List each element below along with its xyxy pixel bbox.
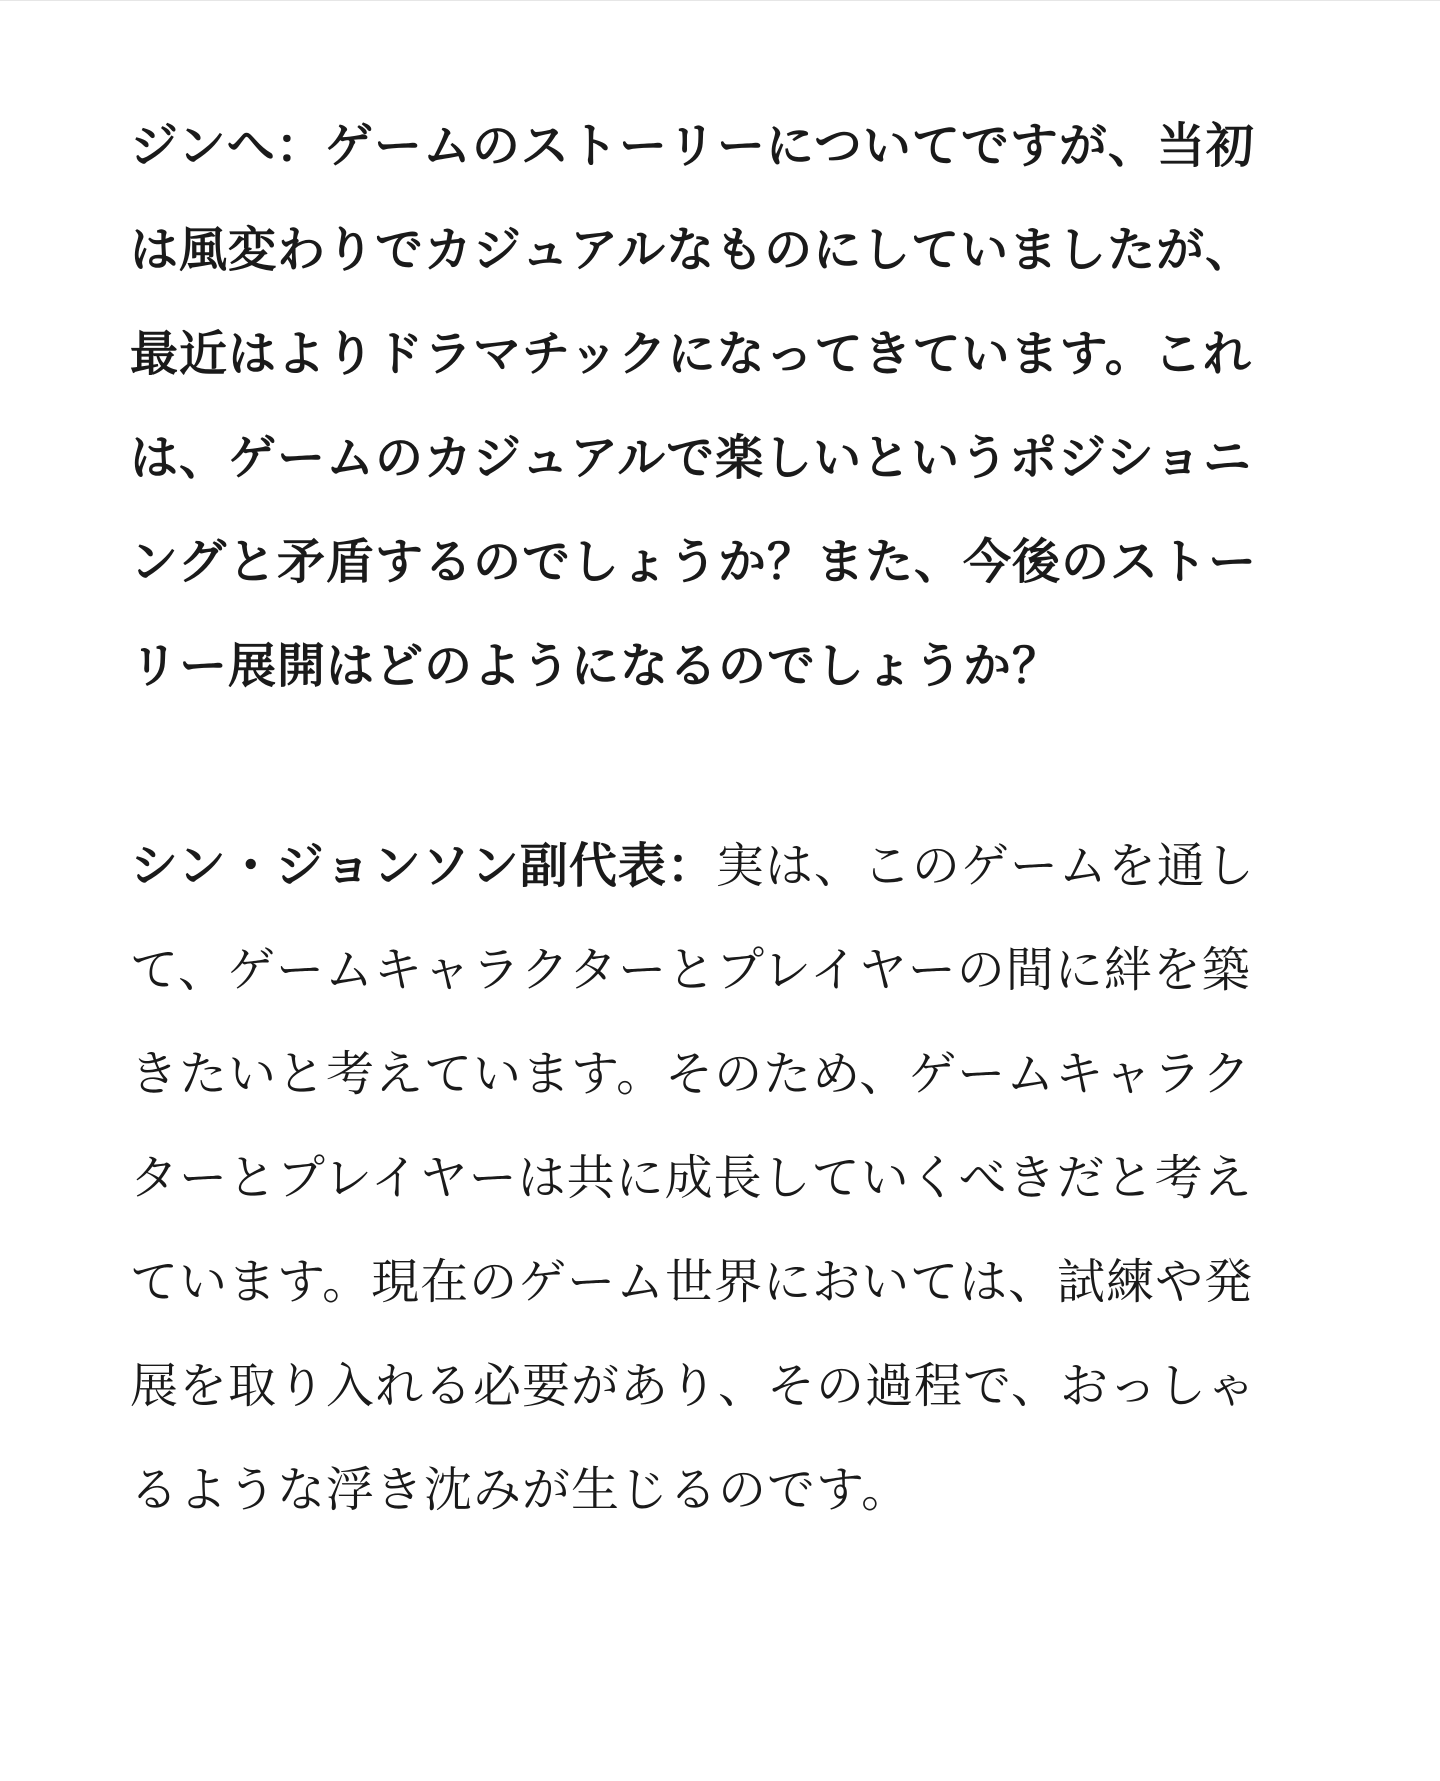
interview-article bbox=[130, 94, 1270, 1542]
question-speaker: ジンへ： bbox=[130, 118, 325, 174]
top-divider bbox=[0, 0, 1440, 1]
answer-speaker: シン・ジョンソン副代表： bbox=[130, 838, 716, 894]
answer-text: 実は、このゲームを通して、ゲームキャラクターとプレイヤーの間に絆を築きたいと考えています。そのため、ゲームキャラクターとプレイヤーは共に成長していくべきだと考えています。現在のゲーム世界においては、試練や発展を取り入れる必要があり、その過程で、おっしゃるような浮き沈みが生じるのです。 bbox=[130, 838, 1257, 1518]
answer-paragraph bbox=[130, 814, 1270, 1542]
question-text: ゲームのストーリーについてですが、当初は風変わりでカジュアルなものにしていましたが、最近はよりドラマチックになってきています。これは、ゲームのカジュアルで楽しいというポジショニングと矛盾するのでしょうか？また、今後のストーリー展開はどのようになるのでしょうか？ bbox=[130, 118, 1258, 694]
question-paragraph bbox=[130, 94, 1270, 718]
